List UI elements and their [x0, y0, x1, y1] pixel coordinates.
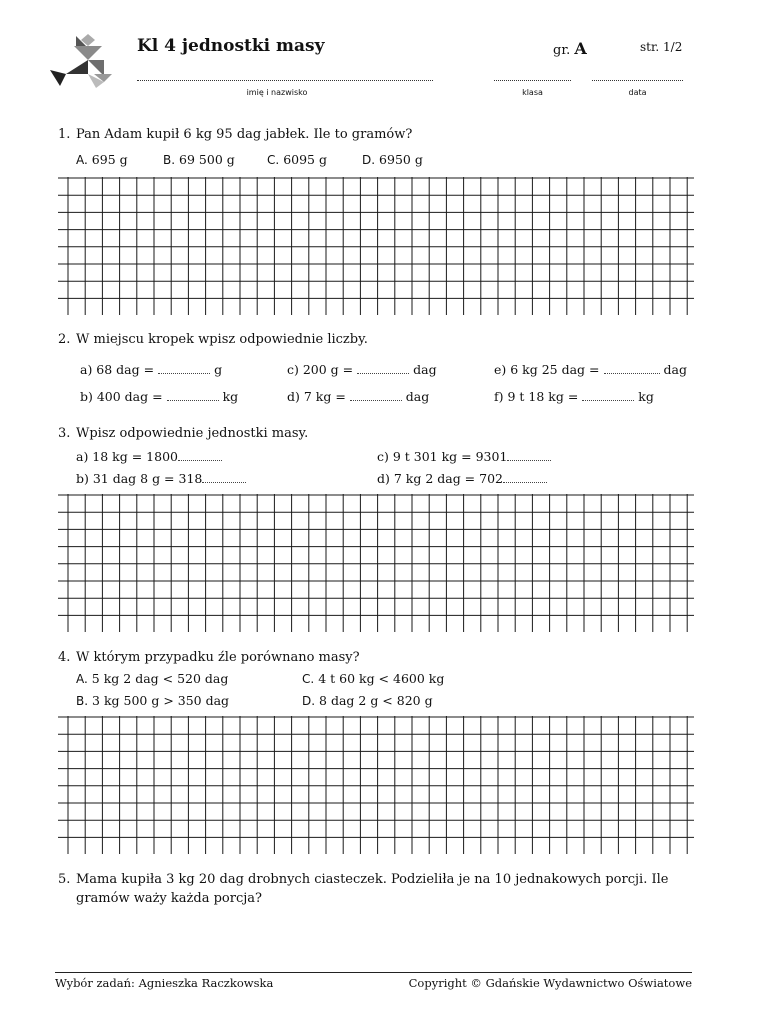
task-1-number: 1.: [58, 127, 71, 142]
publisher-logo: [46, 30, 118, 90]
answer-grid-3[interactable]: [58, 494, 694, 632]
task-2-item-a: a) 68 dag = g: [80, 362, 223, 377]
name-field[interactable]: [137, 80, 433, 81]
task-3-number: 3.: [58, 426, 71, 441]
answer-blank[interactable]: [178, 449, 222, 461]
footer-rule: [55, 972, 692, 973]
answer-blank[interactable]: [604, 362, 660, 374]
footer-author: Wybór zadań: Agnieszka Raczkowska: [55, 976, 274, 990]
answer-grid-4[interactable]: [58, 716, 694, 854]
answer-blank[interactable]: [507, 449, 551, 461]
task-3-item-a: a) 18 kg = 1800: [76, 449, 222, 464]
answer-blank[interactable]: [350, 389, 402, 401]
name-caption: imię i nazwisko: [246, 88, 308, 97]
task-1-option-d[interactable]: D. 6950 g: [362, 152, 423, 167]
task-2-item-e: e) 6 kg 25 dag = dag: [494, 362, 687, 377]
answer-blank[interactable]: [167, 389, 219, 401]
task-2-item-d: d) 7 kg = dag: [287, 389, 430, 404]
task-4-option-d[interactable]: D. 8 dag 2 g < 820 g: [302, 693, 433, 708]
task-5-question-cont: gramów waży każda porcja?: [76, 891, 262, 906]
class-caption: klasa: [522, 88, 543, 97]
answer-blank[interactable]: [202, 471, 246, 483]
task-2-number: 2.: [58, 332, 71, 347]
footer-copyright: Copyright © Gdańskie Wydawnictwo Oświatowe: [408, 976, 692, 990]
answer-blank[interactable]: [582, 389, 634, 401]
task-1-question: 1. Pan Adam kupił 6 kg 95 dag jabłek. Ile to gramów?: [58, 127, 413, 142]
page-number: str. 1/2: [640, 40, 683, 54]
task-5-number: 5.: [58, 872, 71, 887]
class-field[interactable]: [494, 80, 571, 81]
date-caption: data: [628, 88, 647, 97]
task-4-option-a[interactable]: A. 5 kg 2 dag < 520 dag: [76, 671, 229, 686]
task-3-item-d: d) 7 kg 2 dag = 702: [377, 471, 547, 486]
task-4-option-b[interactable]: B. 3 kg 500 g > 350 dag: [76, 693, 230, 708]
task-3-question: 3. Wpisz odpowiednie jednostki masy.: [58, 426, 309, 441]
task-5-question: 5. Mama kupiła 3 kg 20 dag drobnych ciasteczek. Podzieliła je na 10 jednakowych porcji. Ile: [58, 872, 669, 887]
task-2-item-f: f) 9 t 18 kg = kg: [494, 389, 654, 404]
answer-blank[interactable]: [158, 362, 210, 374]
task-3-item-b: b) 31 dag 8 g = 318: [76, 471, 246, 486]
answer-blank[interactable]: [357, 362, 409, 374]
task-1-option-b[interactable]: B. 69 500 g: [163, 152, 235, 167]
date-field[interactable]: [592, 80, 683, 81]
task-1-option-a[interactable]: A. 695 g: [76, 152, 128, 167]
task-4-option-c[interactable]: C. 4 t 60 kg < 4600 kg: [302, 671, 445, 686]
task-1-option-c[interactable]: C. 6095 g: [267, 152, 327, 167]
task-4-number: 4.: [58, 650, 71, 665]
group-letter: A: [574, 39, 587, 58]
worksheet-title: Kl 4 jednostki masy: [137, 36, 325, 56]
task-2-question: 2. W miejscu kropek wpisz odpowiednie liczby.: [58, 332, 368, 347]
answer-blank[interactable]: [503, 471, 547, 483]
answer-grid-1[interactable]: [58, 177, 694, 315]
task-2-item-b: b) 400 dag = kg: [80, 389, 239, 404]
group-label: gr. A: [553, 39, 587, 58]
task-2-item-c: c) 200 g = dag: [287, 362, 437, 377]
task-3-item-c: c) 9 t 301 kg = 9301: [377, 449, 551, 464]
task-4-question: 4. W którym przypadku źle porównano masy?: [58, 650, 360, 665]
